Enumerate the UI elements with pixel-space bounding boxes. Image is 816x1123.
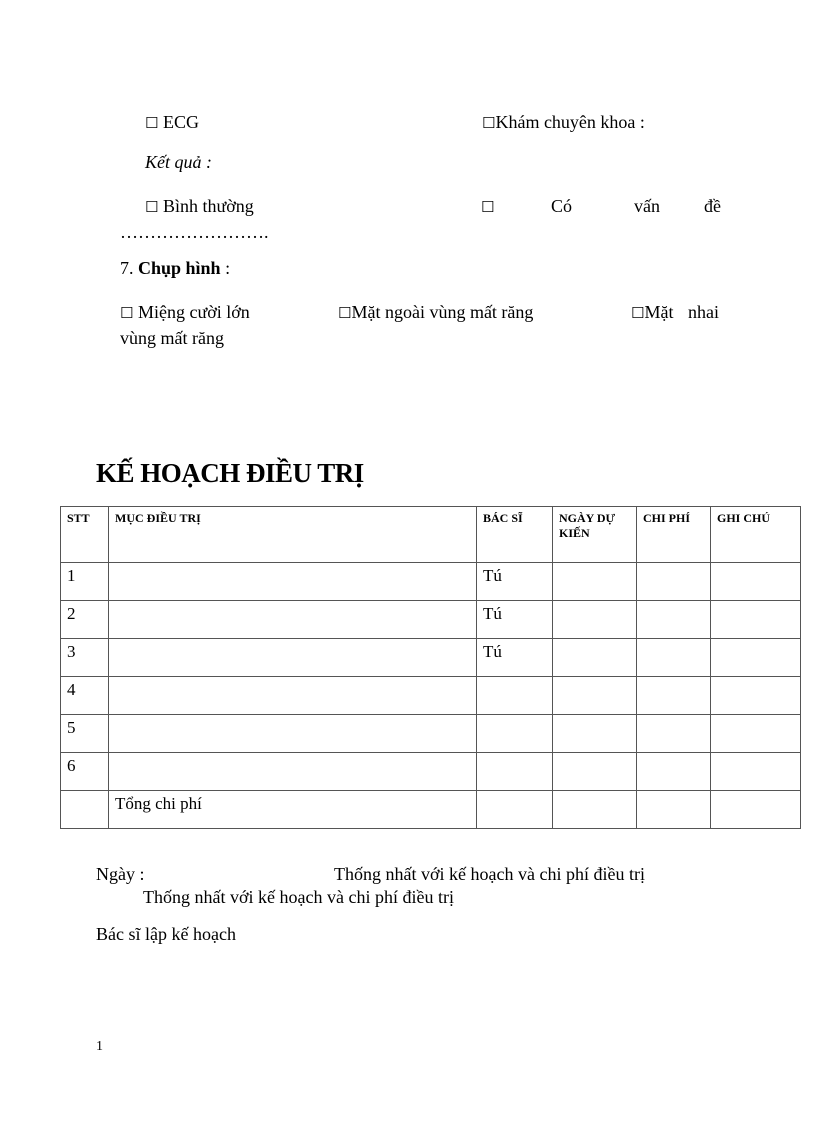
co-word: Có [551, 196, 573, 216]
binh-thuong-label: Bình thường [162, 196, 254, 216]
checkbox-icon[interactable]: ☐ [145, 198, 159, 216]
checkbox-icon[interactable]: ☐ [481, 198, 495, 216]
table-header-row [61, 507, 801, 563]
cell-ghi-chu[interactable] [711, 753, 801, 791]
section-title: Chụp hình [138, 258, 221, 278]
total-cost-cell[interactable] [637, 791, 711, 829]
cell-ngay[interactable] [553, 715, 637, 753]
cell-stt: 4 [61, 677, 109, 715]
checkbox-icon[interactable]: ☐ [338, 304, 352, 322]
cell-muc[interactable] [109, 601, 477, 639]
cell-ngay[interactable] [553, 601, 637, 639]
cell-chi-phi[interactable] [637, 753, 711, 791]
header-ghi-chu: GHI CHÚ [711, 507, 801, 563]
cell-ghi-chu[interactable] [711, 677, 801, 715]
cell-bac-si[interactable]: Tú [477, 563, 553, 601]
mieng-cuoi-lon-option [120, 302, 250, 323]
cell-bac-si[interactable]: Tú [477, 601, 553, 639]
cell-bac-si[interactable] [477, 677, 553, 715]
co-van-de-checkbox [481, 196, 494, 217]
checkbox-icon[interactable]: ☐ [631, 304, 645, 322]
cell-muc[interactable] [109, 753, 477, 791]
cell-empty[interactable] [477, 791, 553, 829]
cell-chi-phi[interactable] [637, 639, 711, 677]
kham-chuyen-khoa-label: Khám chuyên khoa : [495, 112, 645, 132]
cell-ghi-chu[interactable] [711, 563, 801, 601]
table-row [61, 601, 801, 639]
cell-stt: 1 [61, 563, 109, 601]
cell-stt: 2 [61, 601, 109, 639]
table-row [61, 563, 801, 601]
cell-muc[interactable] [109, 677, 477, 715]
cell-stt: 5 [61, 715, 109, 753]
cell-muc[interactable] [109, 715, 477, 753]
checkbox-icon[interactable]: ☐ [145, 114, 159, 132]
checkbox-icon[interactable]: ☐ [120, 304, 134, 322]
dotted-line: ……………………. [120, 222, 269, 242]
checkbox-icon[interactable]: ☐ [482, 114, 496, 132]
cell-ngay[interactable] [553, 563, 637, 601]
table-row [61, 715, 801, 753]
cell-bac-si[interactable] [477, 753, 553, 791]
mieng-cuoi-lon-label: Miệng cười lớn [137, 302, 250, 322]
binh-thuong-option [145, 196, 254, 217]
agreement-text-1: Thống nhất với kế hoạch và chi phí điều trị [334, 864, 645, 884]
cell-chi-phi[interactable] [637, 601, 711, 639]
cell-bac-si[interactable]: Tú [477, 639, 553, 677]
table-row [61, 677, 801, 715]
cell-ngay[interactable] [553, 753, 637, 791]
page-number: 1 [96, 1039, 103, 1054]
header-muc-dieu-tri: MỤC ĐIỀU TRỊ [109, 507, 477, 563]
cell-empty[interactable] [553, 791, 637, 829]
table-row [61, 753, 801, 791]
cell-stt: 6 [61, 753, 109, 791]
treatment-plan-table [60, 506, 801, 829]
cell-muc[interactable] [109, 639, 477, 677]
cell-stt: 3 [61, 639, 109, 677]
header-stt: STT [61, 507, 109, 563]
mat-ngoai-label: Mặt ngoài vùng mất răng [351, 302, 534, 322]
de-word: đề [704, 196, 721, 216]
vung-mat-rang-text: vùng mất răng [120, 328, 224, 348]
cell-empty[interactable] [711, 791, 801, 829]
table-row [61, 639, 801, 677]
header-ngay-du-kien: NGÀY DỰ KIẾN [553, 507, 637, 563]
header-chi-phi: CHI PHÍ [637, 507, 711, 563]
ngay-label: Ngày : [96, 864, 145, 884]
kham-chuyen-khoa-option [482, 112, 645, 133]
ket-qua-label: Kết quả : [145, 152, 212, 172]
cell-stt-empty [61, 791, 109, 829]
cell-ghi-chu[interactable] [711, 715, 801, 753]
agreement-text-2: Thống nhất với kế hoạch và chi phí điều trị [143, 887, 454, 907]
van-word: vấn [634, 196, 660, 216]
total-row [61, 791, 801, 829]
cell-ngay[interactable] [553, 639, 637, 677]
cell-ngay[interactable] [553, 677, 637, 715]
cell-chi-phi[interactable] [637, 677, 711, 715]
mat-ngoai-option [338, 302, 533, 323]
cell-muc[interactable] [109, 563, 477, 601]
ecg-option [145, 112, 199, 133]
total-label: Tổng chi phí [109, 791, 477, 829]
nhai-word: nhai [688, 302, 719, 322]
mat-label: Mặt [644, 302, 674, 322]
header-bac-si: BÁC SĨ [477, 507, 553, 563]
cell-chi-phi[interactable] [637, 715, 711, 753]
section-number: 7. [120, 258, 134, 278]
plan-title: KẾ HOẠCH ĐIỀU TRỊ [96, 458, 364, 488]
section-7-heading [120, 258, 230, 279]
mat-nhai-option [631, 302, 673, 323]
section-colon: : [225, 258, 231, 278]
ecg-label: ECG [162, 112, 199, 132]
cell-bac-si[interactable] [477, 715, 553, 753]
cell-ghi-chu[interactable] [711, 601, 801, 639]
cell-ghi-chu[interactable] [711, 639, 801, 677]
bac-si-lap-label: Bác sĩ lập kế hoạch [96, 924, 236, 944]
cell-chi-phi[interactable] [637, 563, 711, 601]
